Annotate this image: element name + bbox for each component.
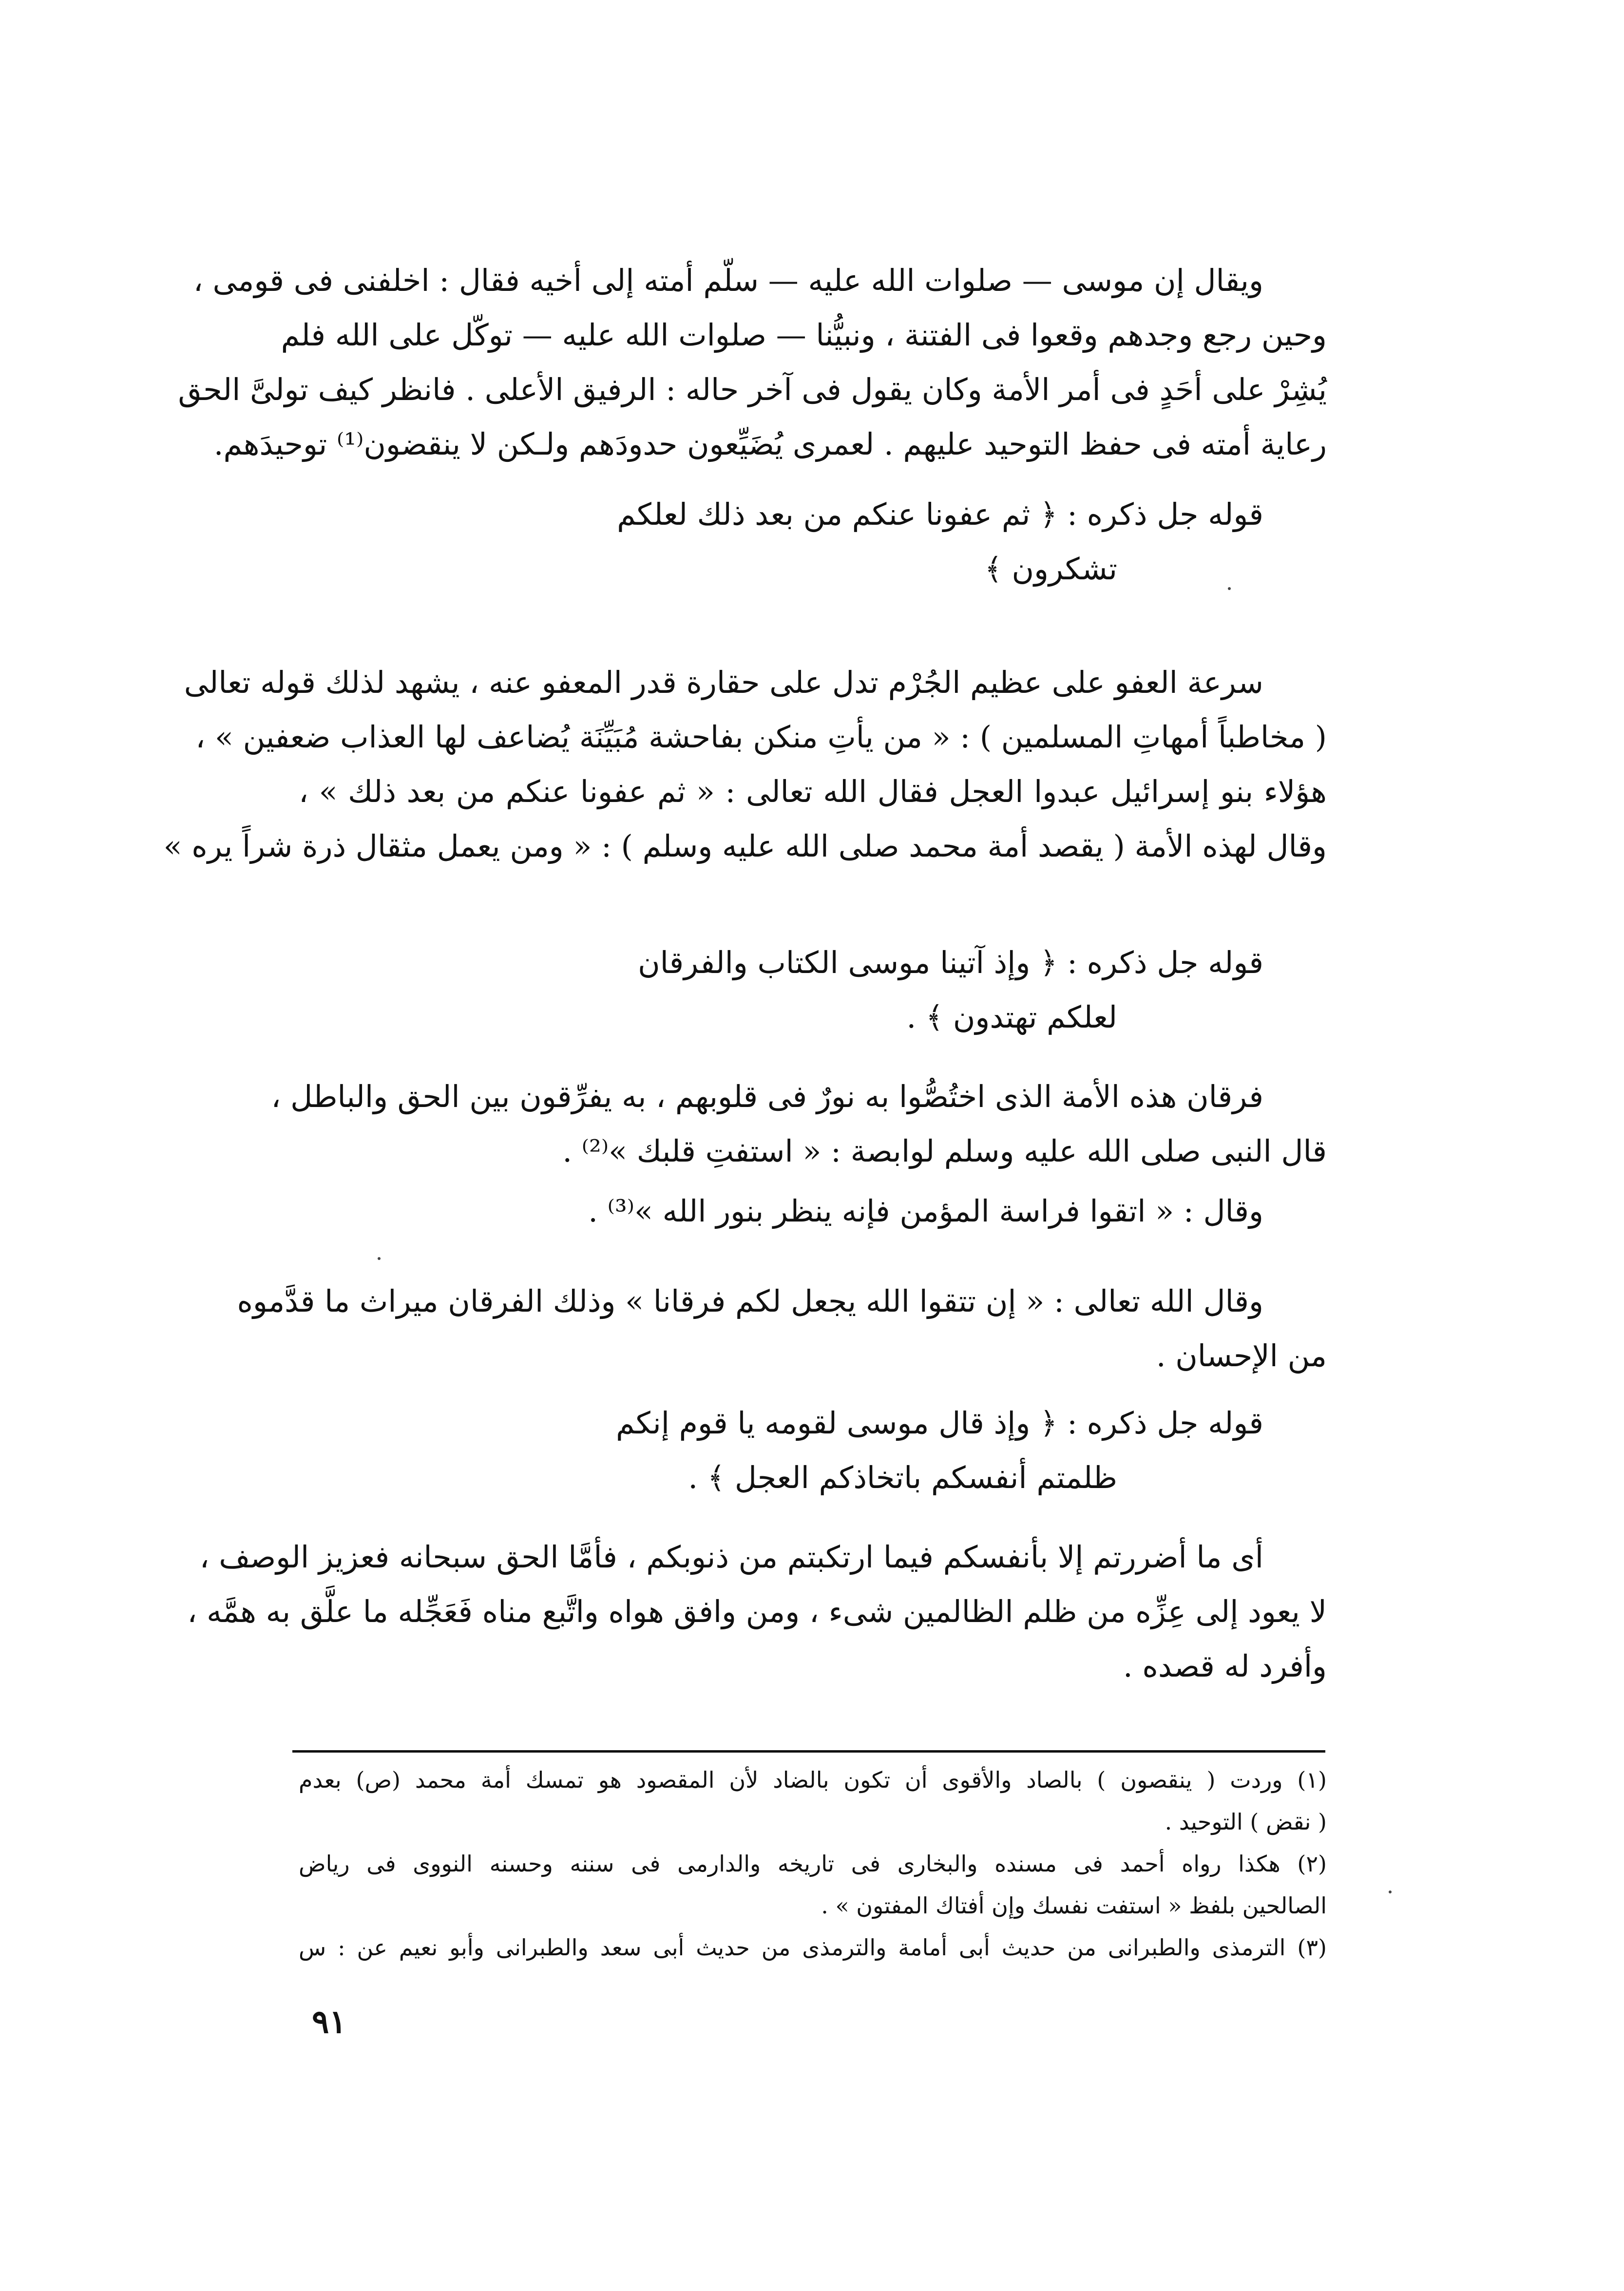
text-line: سرعة العفو على عظيم الجُرْم تدل على حقارة قدر المعفو عنه ، يشهد لذلك قوله تعالى xyxy=(184,665,1263,700)
text-line: وقال : « اتقوا فراسة المؤمن فإنه ينظر بنور الله »⁽³⁾ . xyxy=(588,1193,1263,1229)
text-line: لا يعود إلى عِزِّه من ظلم الظالمين شىء ، ومن وافق هواه واتَّبع مناه فَعَجِّله ما علَّق به همَّه ، xyxy=(187,1594,1327,1629)
text-line: وقال لهذه الأمة ( يقصد أمة محمد صلى الله عليه وسلم ) : « ومن يعمل مثقال ذرة شراً يره » xyxy=(163,828,1327,864)
paragraph-2 xyxy=(163,655,1327,874)
footnote-1 xyxy=(299,1759,1327,1843)
footnote-line: (٣) الترمذى والطبرانى من حديث أبى أمامة والترمذى من حديث أبى سعد والطبرانى وأبو نعيم عن : س xyxy=(299,1934,1327,1961)
paragraph-6 xyxy=(187,1530,1327,1694)
text-line: وقال الله تعالى : « إن تتقوا الله يجعل لكم فرقانا » وذلك الفرقان ميراث ما قدَّموه xyxy=(237,1283,1263,1319)
verse-line: قوله جل ذكره : ﴿ ثم عفونا عنكم من بعد ذلك لعلكم xyxy=(617,496,1263,532)
footnote-separator xyxy=(292,1750,1325,1753)
text-line: يُشِرْ على أحَدٍ فى أمر الأمة وكان يقول فى آخر حاله : الرفيق الأعلى . فانظر كيف تولىَّ الحق xyxy=(178,372,1327,407)
print-speck xyxy=(378,1257,381,1260)
text-line: وأفرد له قصده . xyxy=(1123,1648,1327,1684)
page-number: ٩١ xyxy=(312,2003,346,2041)
verse-line: تشكرون ﴾ xyxy=(984,551,1117,587)
text-line: هؤلاء بنو إسرائيل عبدوا العجل فقال الله تعالى : « ثم عفونا عنكم من بعد ذلك » ، xyxy=(299,774,1327,809)
text-line: من الإحسان . xyxy=(1156,1338,1327,1374)
verse-line: قوله جل ذكره : ﴿ وإذ آتينا موسى الكتاب والفرقان xyxy=(638,945,1263,980)
verse-line: قوله جل ذكره : ﴿ وإذ قال موسى لقومه يا قوم إنكم xyxy=(615,1405,1263,1441)
footnote-line: (٢) هكذا رواه أحمد فى مسنده والبخارى فى تاريخه والدارمى فى سننه وحسنه النووى فى رياض xyxy=(299,1851,1327,1877)
text-line: ( مخاطباً أمهاتِ المسلمين ) : « من يأتِ منكن بفاحشة مُبَيِّنَة يُضاعف لها العذاب ضعفين » ، xyxy=(195,719,1327,755)
verse-line: ظلمتم أنفسكم باتخاذكم العجل ﴾ . xyxy=(688,1460,1117,1495)
verse-heading-3 xyxy=(299,1396,1327,1505)
verse-heading-1 xyxy=(299,487,1327,596)
paragraph-4 xyxy=(299,1184,1327,1239)
paragraph-3 xyxy=(271,1069,1327,1179)
text-line: أى ما أضررتم إلا بأنفسكم فيما ارتكبتم من ذنوبكم ، فأمَّا الحق سبحانه فعزيز الوصف ، xyxy=(199,1539,1263,1575)
footnote-line: الصالحين بلفظ « استفت نفسك وإن أفتاك المفتون » . xyxy=(821,1892,1327,1919)
text-line: فرقان هذه الأمة الذى اختُصُّوا به نورٌ فى قلوبهم ، به يفرِّقون بين الحق والباطل ، xyxy=(271,1079,1263,1114)
text-line: ويقال إن موسى — صلوات الله عليه — سلّم أمته إلى أخيه فقال : اخلفنى فى قومى ، xyxy=(193,263,1263,298)
print-speck xyxy=(1389,1890,1392,1893)
paragraph-1 xyxy=(178,253,1327,472)
text-line: قال النبى صلى الله عليه وسلم لوابصة : « استفتِ قلبك »⁽²⁾ . xyxy=(562,1133,1327,1169)
footnote-2 xyxy=(299,1843,1327,1927)
footnote-line: ( نقض ) التوحيد . xyxy=(1165,1809,1327,1835)
text-line: رعاية أمته فى حفظ التوحيد عليهم . لعمرى يُضَيِّعون حدودَهم ولـكن لا ينقضون⁽¹⁾ توحيدَهم. xyxy=(213,426,1327,462)
text-line: وحين رجع وجدهم وقعوا فى الفتنة ، ونبيُّنا — صلوات الله عليه — توكّل على الله فلم xyxy=(281,317,1327,353)
paragraph-5 xyxy=(237,1274,1327,1383)
footnote-line: (١) وردت ( ينقصون ) بالصاد والأقوى أن تكون بالضاد لأن المقصود هو تمسك أمة محمد (ص) بعدم xyxy=(299,1767,1327,1793)
verse-heading-2 xyxy=(299,935,1327,1045)
print-speck xyxy=(1228,587,1231,590)
footnote-3 xyxy=(299,1927,1327,1968)
verse-line: لعلكم تهتدون ﴾ . xyxy=(906,999,1117,1035)
